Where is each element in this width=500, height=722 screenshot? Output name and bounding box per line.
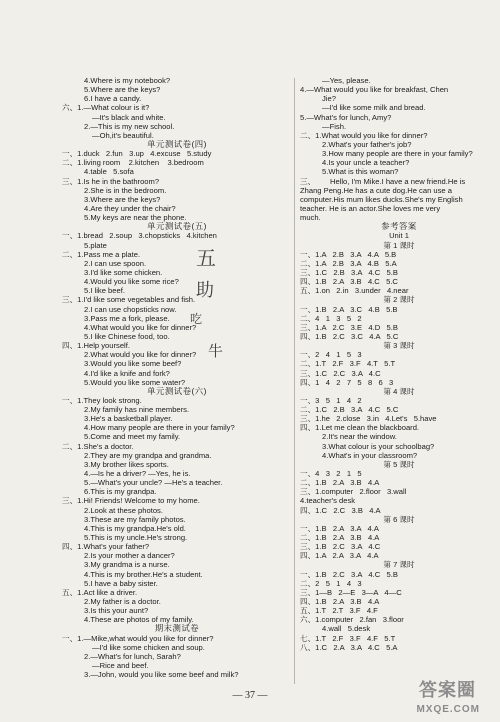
answer-line: 四、1.B 2.A 3.B 4.A xyxy=(300,597,380,607)
answer-line: 二、1.She's a doctor. xyxy=(62,441,134,451)
answer-line: 一、1.—Mike,what would you like for dinner? xyxy=(62,633,214,643)
answer-line: 5.Where are the keys? xyxy=(84,85,161,95)
answer-line: —Oh,it's beautiful. xyxy=(92,130,154,140)
answer-line: 五、1.Act like a driver. xyxy=(62,587,138,597)
answer-line: 三、1.Is he in the bathroom? xyxy=(62,176,160,186)
answer-line: much. xyxy=(300,213,321,223)
answer-line: 四、1.C 2.C 3.B 4.A xyxy=(300,505,381,515)
answer-line: 二、1.A 2.B 3.A 4.B 5.A xyxy=(300,258,397,268)
answer-line: —I'd like some chicken and soup. xyxy=(92,642,205,652)
column-divider xyxy=(294,78,295,684)
answer-line: 2.I can use spoon. xyxy=(84,258,147,268)
answer-line: 六、1.computer 2.fan 3.floor xyxy=(300,615,404,625)
answer-line: 二、1.T 2.F 3.F 4.T 5.T xyxy=(300,359,396,369)
answer-line: 3.He's a basketball player. xyxy=(84,414,173,424)
answer-line: 一、2 4 1 5 3 xyxy=(300,350,362,360)
answer-line: Jie? xyxy=(322,94,336,104)
answer-line: 2.She is in the bedroom. xyxy=(84,185,167,195)
answer-line: 4.These are photos of my family. xyxy=(84,615,194,625)
answer-line: 一、1.B 2.C 3.A 4.C 5.B xyxy=(300,569,398,579)
answer-line: 三、1.A 2.C 3.E 4.D 5.B xyxy=(300,322,398,332)
answer-line: 一、1.bread 2.soup 3.chopsticks 4.kitchen xyxy=(62,231,217,241)
answer-line: 4.—Is he a driver? —Yes, he is. xyxy=(84,469,191,479)
answer-line: 3.—John, would you like some beef and milk? xyxy=(84,670,239,680)
answer-line: 4.I'd like a knife and fork? xyxy=(84,368,170,378)
answer-line: 第 5 课时 xyxy=(383,459,415,469)
answer-line: 二、4 1 3 5 2 xyxy=(300,313,362,323)
answer-line: 二、2 5 1 4 3 xyxy=(300,578,362,588)
answer-line: 二、1.B 2.A 3.B 4.A xyxy=(300,533,380,543)
answer-line: 3.My grandma is a nurse. xyxy=(84,560,170,570)
answer-line: 4.This is my grandpa.He's old. xyxy=(84,523,186,533)
answer-line: 六、1.—What colour is it? xyxy=(62,103,150,113)
answer-line: 5.This is my uncle.He's strong. xyxy=(84,533,188,543)
answer-line: 三、1.C 2.C 3.A 4.C xyxy=(300,368,381,378)
answer-line: 5.I like beef. xyxy=(84,286,125,296)
left-answer-column xyxy=(62,76,292,679)
answer-line: 第 2 课时 xyxy=(383,295,415,305)
answer-line: 2.My family has nine members. xyxy=(84,405,190,415)
answer-line: 一、1.They look strong. xyxy=(62,395,142,405)
answer-line: 3.These are my family photos. xyxy=(84,514,186,524)
answer-line: 四、1.B 2.C 3.C 4.A 5.C xyxy=(300,331,399,341)
answer-line: 2.My father is a doctor. xyxy=(84,597,161,607)
answer-line: 4.This is my brother.He's a student. xyxy=(84,569,203,579)
answer-line: 4.Are they under the chair? xyxy=(84,203,176,213)
handwritten-note: 牛 xyxy=(208,342,224,360)
answer-line: 一、1.A 2.B 3.A 4.A 5.B xyxy=(300,249,397,259)
answer-line: 一、1.B 2.A 3.C 4.B 5.B xyxy=(300,304,398,314)
answer-line: 第 4 课时 xyxy=(383,386,415,396)
answer-line: 二、1.living room 2.kitchen 3.bedroom xyxy=(62,158,204,168)
answer-line: 一、1.duck 2.fun 3.up 4.excuse 5.study xyxy=(62,149,212,159)
answer-line: 四、1.B 2.A 3.B 4.C 5.C xyxy=(300,277,398,287)
answer-line: 2.—This is my new school. xyxy=(84,121,175,131)
answer-line: 2.They are my grandpa and grandma. xyxy=(84,450,212,460)
answer-line: 3.Where are the keys? xyxy=(84,194,161,204)
answer-line: —Yes, please. xyxy=(322,76,371,85)
answer-line: 2.Is your mother a dancer? xyxy=(84,551,175,561)
answer-line: 2.What's your father's job? xyxy=(322,139,412,149)
answer-line: 五、1.T 2.T 3.F 4.F xyxy=(300,606,378,616)
answer-line: 5.—What's for lunch, Amy? xyxy=(300,112,392,122)
answer-line: 单元测试卷(五) xyxy=(147,222,207,232)
answer-line: 5.—What's your uncle? —He's a teacher. xyxy=(84,478,223,488)
answer-line: 第 7 课时 xyxy=(383,560,415,570)
answer-line: 第 3 课时 xyxy=(383,341,415,351)
answer-line: 二、1.C 2.B 3.A 4.C 5.C xyxy=(300,405,399,415)
right-answer-column xyxy=(300,76,498,652)
answer-line: 三、1.computer 2.floor 3.wall xyxy=(300,487,407,497)
answer-line: 3.Is this your aunt? xyxy=(84,606,149,616)
answer-line: 第 1 课时 xyxy=(383,240,415,250)
answer-line: 2.What would you like for dinner? xyxy=(84,350,197,360)
page-number: — 37 — xyxy=(232,690,268,701)
answer-line: —I'd like some milk and bread. xyxy=(322,103,426,113)
answer-line: 三、 Hello, I'm Mike.I have a new friend.He is xyxy=(300,176,466,186)
answer-line: 一、3 5 1 4 2 xyxy=(300,395,362,405)
answer-line: 四、1.Help yourself. xyxy=(62,341,130,351)
handwritten-note: 吃 xyxy=(190,312,203,326)
answer-line: 4.Where is my notebook? xyxy=(84,76,171,85)
answer-line: —Fish. xyxy=(322,121,347,131)
answer-line: 四、1.Let me clean the blackboard. xyxy=(300,423,420,433)
answer-line: 4.Is your uncle a teacher? xyxy=(322,158,410,168)
watermark-logo-text: 答案圈 xyxy=(419,680,476,700)
answer-line: 5.Come and meet my family. xyxy=(84,432,181,442)
answer-line: —Rice and beef. xyxy=(92,661,149,670)
answer-line: 5.What is this woman? xyxy=(322,167,399,177)
answer-line: 三、1.C 2.B 3.A 4.C 5.B xyxy=(300,267,398,277)
answer-line: 八、1.C 2.A 3.A 4.C 5.A xyxy=(300,642,398,652)
answer-line: 第 6 课时 xyxy=(383,514,415,524)
answer-line: 期末测试卷 xyxy=(154,624,200,634)
answer-line: 四、1 4 2 7 5 8 6 3 xyxy=(300,377,394,387)
answer-line: computer.His mum likes ducks.She's my English xyxy=(300,194,463,204)
answer-line: 三、1—B 2—E 3—A 4—C xyxy=(300,587,402,597)
answer-line: 6.I have a candy. xyxy=(84,94,142,104)
answer-line: 5.I like Chinese food, too. xyxy=(84,331,170,341)
answer-line: 4.Would you like some rice? xyxy=(84,277,179,287)
answer-line: 三、1.B 2.C 3.A 4.C xyxy=(300,542,381,552)
answer-line: 2.I can use chopsticks now. xyxy=(84,304,177,314)
answer-line: 3.How many people are there in your family? xyxy=(322,149,473,159)
answer-line: 五、1.on 2.in 3.under 4.near xyxy=(300,286,409,296)
answer-line: 5.Would you like some water? xyxy=(84,377,186,387)
answer-line: 三、1.I'd like some vegetables and fish. xyxy=(62,295,196,305)
answer-line: 2.—What's for lunch, Sarah? xyxy=(84,651,181,661)
handwritten-note: 助 xyxy=(196,280,214,301)
answer-line: 4.What's in your classroom? xyxy=(322,450,418,460)
answer-line: 四、1.What's your father? xyxy=(62,542,150,552)
answer-line: 4.table 5.sofa xyxy=(84,167,134,177)
answer-line: 四、1.A 2.A 3.A 4.A xyxy=(300,551,379,561)
answer-line: 单元测试卷(四) xyxy=(147,139,207,149)
answer-line: 4.—What would you like for breakfast, Chen xyxy=(300,85,449,95)
answer-line: Unit 1 xyxy=(389,231,409,241)
answer-line: 3.Would you like some beef? xyxy=(84,359,182,369)
answer-line: 4.wall 5.desk xyxy=(322,624,371,634)
answer-line: —It's black and white. xyxy=(92,112,166,122)
answer-line: 3.What colour is your schoolbag? xyxy=(322,441,435,451)
answer-line: 2.It's near the window. xyxy=(322,432,397,442)
answer-line: 三、1.Hi! Friends! Welcome to my home. xyxy=(62,496,200,506)
answer-line: 七、1.T 2.F 3.F 4.F 5.T xyxy=(300,633,396,643)
answer-line: 5.I have a baby sister. xyxy=(84,578,158,588)
answer-line: 6.This is my grandpa. xyxy=(84,487,157,497)
answer-line: 一、1.B 2.A 3.A 4.A xyxy=(300,523,379,533)
answer-line: 4.teacher's desk xyxy=(300,496,356,506)
answer-line: 二、1.Pass me a plate. xyxy=(62,249,141,259)
answer-line: 3.My brother likes sports. xyxy=(84,459,169,469)
answer-line: 单元测试卷(六) xyxy=(147,386,207,396)
answer-line: 三、1.he 2.close 3.in 4.Let's 5.have xyxy=(300,414,437,424)
answer-line: teacher. He is an actor.She loves me very xyxy=(300,203,441,213)
answer-line: 4.What would you like for dinner? xyxy=(84,322,197,332)
answer-line: 二、1.What would you like for dinner? xyxy=(300,130,428,140)
answer-line: Zhang Peng.He has a cute dog.He can use a xyxy=(300,185,452,195)
watermark-url: MXQE.COM xyxy=(416,704,480,715)
answer-line: 2.Look at these photos. xyxy=(84,505,163,515)
answer-line: 3.I'd like some chicken. xyxy=(84,267,163,277)
handwritten-note: 五 xyxy=(196,246,216,270)
answer-line: 3.Pass me a fork, please. xyxy=(84,313,170,323)
answer-line: 5.plate xyxy=(84,240,107,250)
answer-line: 二、1.B 2.A 3.B 4.A xyxy=(300,478,380,488)
answer-line: 参考答案 xyxy=(381,222,417,232)
answer-line: 5.My keys are near the phone. xyxy=(84,213,187,223)
answer-line: 一、4 3 2 1 5 xyxy=(300,469,362,479)
answer-line: 4.How many people are there in your family? xyxy=(84,423,235,433)
